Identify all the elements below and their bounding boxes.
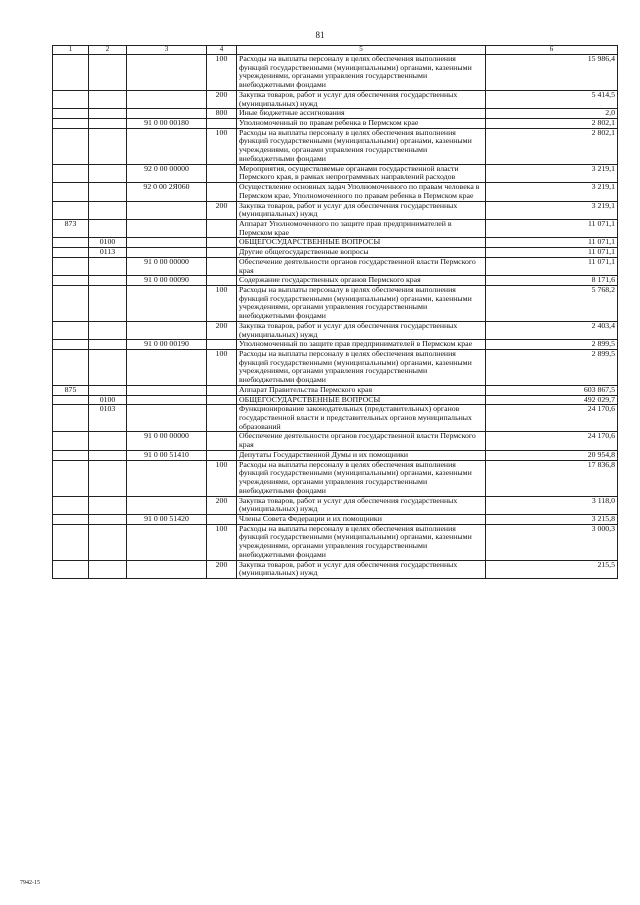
expense-type-cell: 200 (207, 90, 237, 108)
amount-cell: 20 954,8 (486, 450, 618, 460)
expense-type-cell: 100 (207, 524, 237, 560)
section-code-cell (89, 524, 127, 560)
expense-type-cell: 200 (207, 201, 237, 219)
amount-cell: 492 029,7 (486, 395, 618, 405)
table-row (53, 248, 618, 258)
amount-cell: 2 802,1 (486, 119, 618, 129)
target-article-cell (127, 560, 207, 578)
amount-cell: 603 867,5 (486, 385, 618, 395)
table-row (53, 560, 618, 578)
description-cell: Расходы на выплаты персоналу в целях обеспечения выполнения функций государственными (муниципальными) органами, казенными учреждениями, органами управления государственными внебюджетными фондами (237, 460, 486, 496)
expense-type-cell: 200 (207, 321, 237, 339)
target-article-cell (127, 248, 207, 258)
amount-cell: 11 071,1 (486, 219, 618, 237)
table-row (53, 432, 618, 450)
amount-cell: 2 899,5 (486, 340, 618, 350)
table-row (53, 219, 618, 237)
admin-code-cell (53, 276, 89, 286)
description-cell: Иные бюджетные ассигнования (237, 109, 486, 119)
target-article-cell (127, 128, 207, 164)
description-cell: Аппарат Правительства Пермского края (237, 385, 486, 395)
target-article-cell: 91 0 00 00180 (127, 119, 207, 129)
target-article-cell: 92 0 00 2Я060 (127, 183, 207, 201)
section-code-cell (89, 164, 127, 182)
target-article-cell (127, 219, 207, 237)
admin-code-cell (53, 460, 89, 496)
table-row (53, 276, 618, 286)
description-cell: Расходы на выплаты персоналу в целях обеспечения выполнения функций государственными (муниципальными) органами, казенными учреждениями, органами управления государственными внебюджетными фондами (237, 55, 486, 91)
section-code-cell (89, 432, 127, 450)
amount-cell: 215,5 (486, 560, 618, 578)
expense-type-cell: 100 (207, 460, 237, 496)
description-cell: Закупка товаров, работ и услуг для обеспечения государственных (муниципальных) нужд (237, 321, 486, 339)
admin-code-cell (53, 405, 89, 432)
admin-code-cell (53, 350, 89, 386)
table-row (53, 385, 618, 395)
section-code-cell: 0100 (89, 395, 127, 405)
section-code-cell (89, 219, 127, 237)
amount-cell: 15 986,4 (486, 55, 618, 91)
expense-type-cell: 100 (207, 55, 237, 91)
section-code-cell (89, 340, 127, 350)
description-cell: Другие общегосударственные вопросы (237, 248, 486, 258)
target-article-cell (127, 496, 207, 514)
target-article-cell (127, 90, 207, 108)
description-cell: Расходы на выплаты персоналу в целях обеспечения выполнения функций государственными (муниципальными) органами, казенными учреждениями, органами управления государственными внебюджетными фондами (237, 285, 486, 321)
admin-code-cell: 873 (53, 219, 89, 237)
section-code-cell (89, 285, 127, 321)
table-row (53, 496, 618, 514)
target-article-cell: 91 0 00 00090 (127, 276, 207, 286)
section-code-cell (89, 321, 127, 339)
admin-code-cell (53, 560, 89, 578)
table-row (53, 257, 618, 275)
admin-code-cell (53, 450, 89, 460)
description-cell: Закупка товаров, работ и услуг для обеспечения государственных (муниципальных) нужд (237, 90, 486, 108)
admin-code-cell (53, 514, 89, 524)
expense-type-cell (207, 238, 237, 248)
admin-code-cell (53, 109, 89, 119)
description-cell: Функционирование законодательных (представительных) органов государственной власти и представительных органов муниципальных образований (237, 405, 486, 432)
description-cell: Закупка товаров, работ и услуг для обеспечения государственных (муниципальных) нужд (237, 201, 486, 219)
admin-code-cell: 875 (53, 385, 89, 395)
section-code-cell (89, 201, 127, 219)
target-article-cell: 91 0 00 51410 (127, 450, 207, 460)
admin-code-cell (53, 183, 89, 201)
table-body (53, 55, 618, 579)
amount-cell: 8 171,6 (486, 276, 618, 286)
table-row (53, 524, 618, 560)
description-cell: Закупка товаров, работ и услуг для обеспечения государственных (муниципальных) нужд (237, 496, 486, 514)
section-code-cell (89, 560, 127, 578)
section-code-cell (89, 385, 127, 395)
section-code-cell: 0113 (89, 248, 127, 258)
description-cell: Мероприятия, осуществляемые органами государственной власти Пермского края, в рамках непрограммных направлений расходов (237, 164, 486, 182)
expense-type-cell: 100 (207, 128, 237, 164)
target-article-cell: 91 0 00 00000 (127, 432, 207, 450)
expense-type-cell (207, 248, 237, 258)
target-article-cell (127, 395, 207, 405)
target-article-cell: 91 0 00 51420 (127, 514, 207, 524)
target-article-cell (127, 321, 207, 339)
admin-code-cell (53, 524, 89, 560)
amount-cell: 24 170,6 (486, 405, 618, 432)
description-cell: Содержание государственных органов Пермского края (237, 276, 486, 286)
expense-type-cell (207, 514, 237, 524)
target-article-cell (127, 238, 207, 248)
target-article-cell (127, 285, 207, 321)
section-code-cell (89, 514, 127, 524)
amount-cell: 3 219,1 (486, 201, 618, 219)
table-row (53, 405, 618, 432)
expense-type-cell: 200 (207, 560, 237, 578)
description-cell: Закупка товаров, работ и услуг для обеспечения государственных (муниципальных) нужд (237, 560, 486, 578)
target-article-cell (127, 405, 207, 432)
table-row (53, 164, 618, 182)
target-article-cell (127, 460, 207, 496)
expense-type-cell: 100 (207, 285, 237, 321)
section-code-cell (89, 350, 127, 386)
description-cell: Аппарат Уполномоченного по защите прав предпринимателей в Пермском крае (237, 219, 486, 237)
amount-cell: 17 836,8 (486, 460, 618, 496)
header-cell: 1 (53, 46, 89, 55)
expense-type-cell (207, 219, 237, 237)
description-cell: Депутаты Государственной Думы и их помощники (237, 450, 486, 460)
header-cell: 2 (89, 46, 127, 55)
amount-cell: 3 219,1 (486, 164, 618, 182)
description-cell: Расходы на выплаты персоналу в целях обеспечения выполнения функций государственными (муниципальными) органами, казенными учреждениями, органами управления государственными внебюджетными фондами (237, 128, 486, 164)
expense-type-cell: 800 (207, 109, 237, 119)
section-code-cell (89, 450, 127, 460)
description-cell: Расходы на выплаты персоналу в целях обеспечения выполнения функций государственными (муниципальными) органами, казенными учреждениями, органами управления государственными внебюджетными фондами (237, 524, 486, 560)
admin-code-cell (53, 164, 89, 182)
admin-code-cell (53, 201, 89, 219)
target-article-cell (127, 385, 207, 395)
table-row (53, 119, 618, 129)
table-row (53, 90, 618, 108)
target-article-cell: 91 0 00 00000 (127, 257, 207, 275)
admin-code-cell (53, 90, 89, 108)
amount-cell: 5 768,2 (486, 285, 618, 321)
section-code-cell (89, 55, 127, 91)
amount-cell: 2 802,1 (486, 128, 618, 164)
expense-type-cell (207, 385, 237, 395)
table-row (53, 55, 618, 91)
section-code-cell (89, 496, 127, 514)
description-cell: ОБЩЕГОСУДАРСТВЕННЫЕ ВОПРОСЫ (237, 238, 486, 248)
section-code-cell (89, 183, 127, 201)
expense-type-cell: 100 (207, 350, 237, 386)
admin-code-cell (53, 321, 89, 339)
admin-code-cell (53, 432, 89, 450)
table-row (53, 201, 618, 219)
expense-type-cell (207, 183, 237, 201)
amount-cell: 3 000,3 (486, 524, 618, 560)
table-row (53, 321, 618, 339)
description-cell: Уполномоченный по правам ребенка в Пермском крае (237, 119, 486, 129)
admin-code-cell (53, 285, 89, 321)
table-row (53, 450, 618, 460)
admin-code-cell (53, 128, 89, 164)
footer-code: 7942-15 (20, 880, 40, 886)
table-row (53, 350, 618, 386)
header-cell: 6 (486, 46, 618, 55)
admin-code-cell (53, 238, 89, 248)
amount-cell: 3 215,8 (486, 514, 618, 524)
section-code-cell: 0100 (89, 238, 127, 248)
description-cell: Расходы на выплаты персоналу в целях обеспечения выполнения функций государственными (муниципальными) органами, казенными учреждениями, органами управления государственными внебюджетными фондами (237, 350, 486, 386)
section-code-cell (89, 460, 127, 496)
expense-type-cell (207, 257, 237, 275)
description-cell: Осуществление основных задач Уполномоченного по правам человека в Пермском крае, Уполномоченного по правам ребенка в Пермском крае (237, 183, 486, 201)
expense-type-cell (207, 450, 237, 460)
budget-table (52, 45, 618, 579)
target-article-cell (127, 55, 207, 91)
header-cell: 4 (207, 46, 237, 55)
target-article-cell: 91 0 00 00190 (127, 340, 207, 350)
admin-code-cell (53, 340, 89, 350)
amount-cell: 11 071,1 (486, 238, 618, 248)
admin-code-cell (53, 119, 89, 129)
target-article-cell (127, 524, 207, 560)
amount-cell: 3 219,1 (486, 183, 618, 201)
section-code-cell (89, 276, 127, 286)
description-cell: Обеспечение деятельности органов государственной власти Пермского края (237, 432, 486, 450)
amount-cell: 3 118,0 (486, 496, 618, 514)
amount-cell: 11 071,1 (486, 257, 618, 275)
admin-code-cell (53, 257, 89, 275)
expense-type-cell (207, 395, 237, 405)
description-cell: Члены Совета Федерации и их помощники (237, 514, 486, 524)
section-code-cell (89, 109, 127, 119)
table-row (53, 514, 618, 524)
section-code-cell: 0103 (89, 405, 127, 432)
expense-type-cell: 200 (207, 496, 237, 514)
admin-code-cell (53, 55, 89, 91)
table-row (53, 460, 618, 496)
section-code-cell (89, 128, 127, 164)
expense-type-cell (207, 119, 237, 129)
page-number: 81 (315, 30, 325, 40)
header-cell: 3 (127, 46, 207, 55)
expense-type-cell (207, 276, 237, 286)
description-cell: Обеспечение деятельности органов государственной власти Пермского края (237, 257, 486, 275)
header-cell: 5 (237, 46, 486, 55)
admin-code-cell (53, 248, 89, 258)
target-article-cell: 92 0 00 00000 (127, 164, 207, 182)
amount-cell: 2 403,4 (486, 321, 618, 339)
amount-cell: 2 899,5 (486, 350, 618, 386)
expense-type-cell (207, 432, 237, 450)
amount-cell: 5 414,5 (486, 90, 618, 108)
table-row (53, 183, 618, 201)
description-cell: Уполномоченный по защите прав предпринимателей в Пермском крае (237, 340, 486, 350)
amount-cell: 11 071,1 (486, 248, 618, 258)
description-cell: ОБЩЕГОСУДАРСТВЕННЫЕ ВОПРОСЫ (237, 395, 486, 405)
table-row (53, 128, 618, 164)
section-code-cell (89, 257, 127, 275)
amount-cell: 24 170,6 (486, 432, 618, 450)
target-article-cell (127, 350, 207, 386)
section-code-cell (89, 90, 127, 108)
expense-type-cell (207, 405, 237, 432)
amount-cell: 2,0 (486, 109, 618, 119)
target-article-cell (127, 201, 207, 219)
expense-type-cell (207, 164, 237, 182)
table-row (53, 285, 618, 321)
section-code-cell (89, 119, 127, 129)
admin-code-cell (53, 395, 89, 405)
admin-code-cell (53, 496, 89, 514)
